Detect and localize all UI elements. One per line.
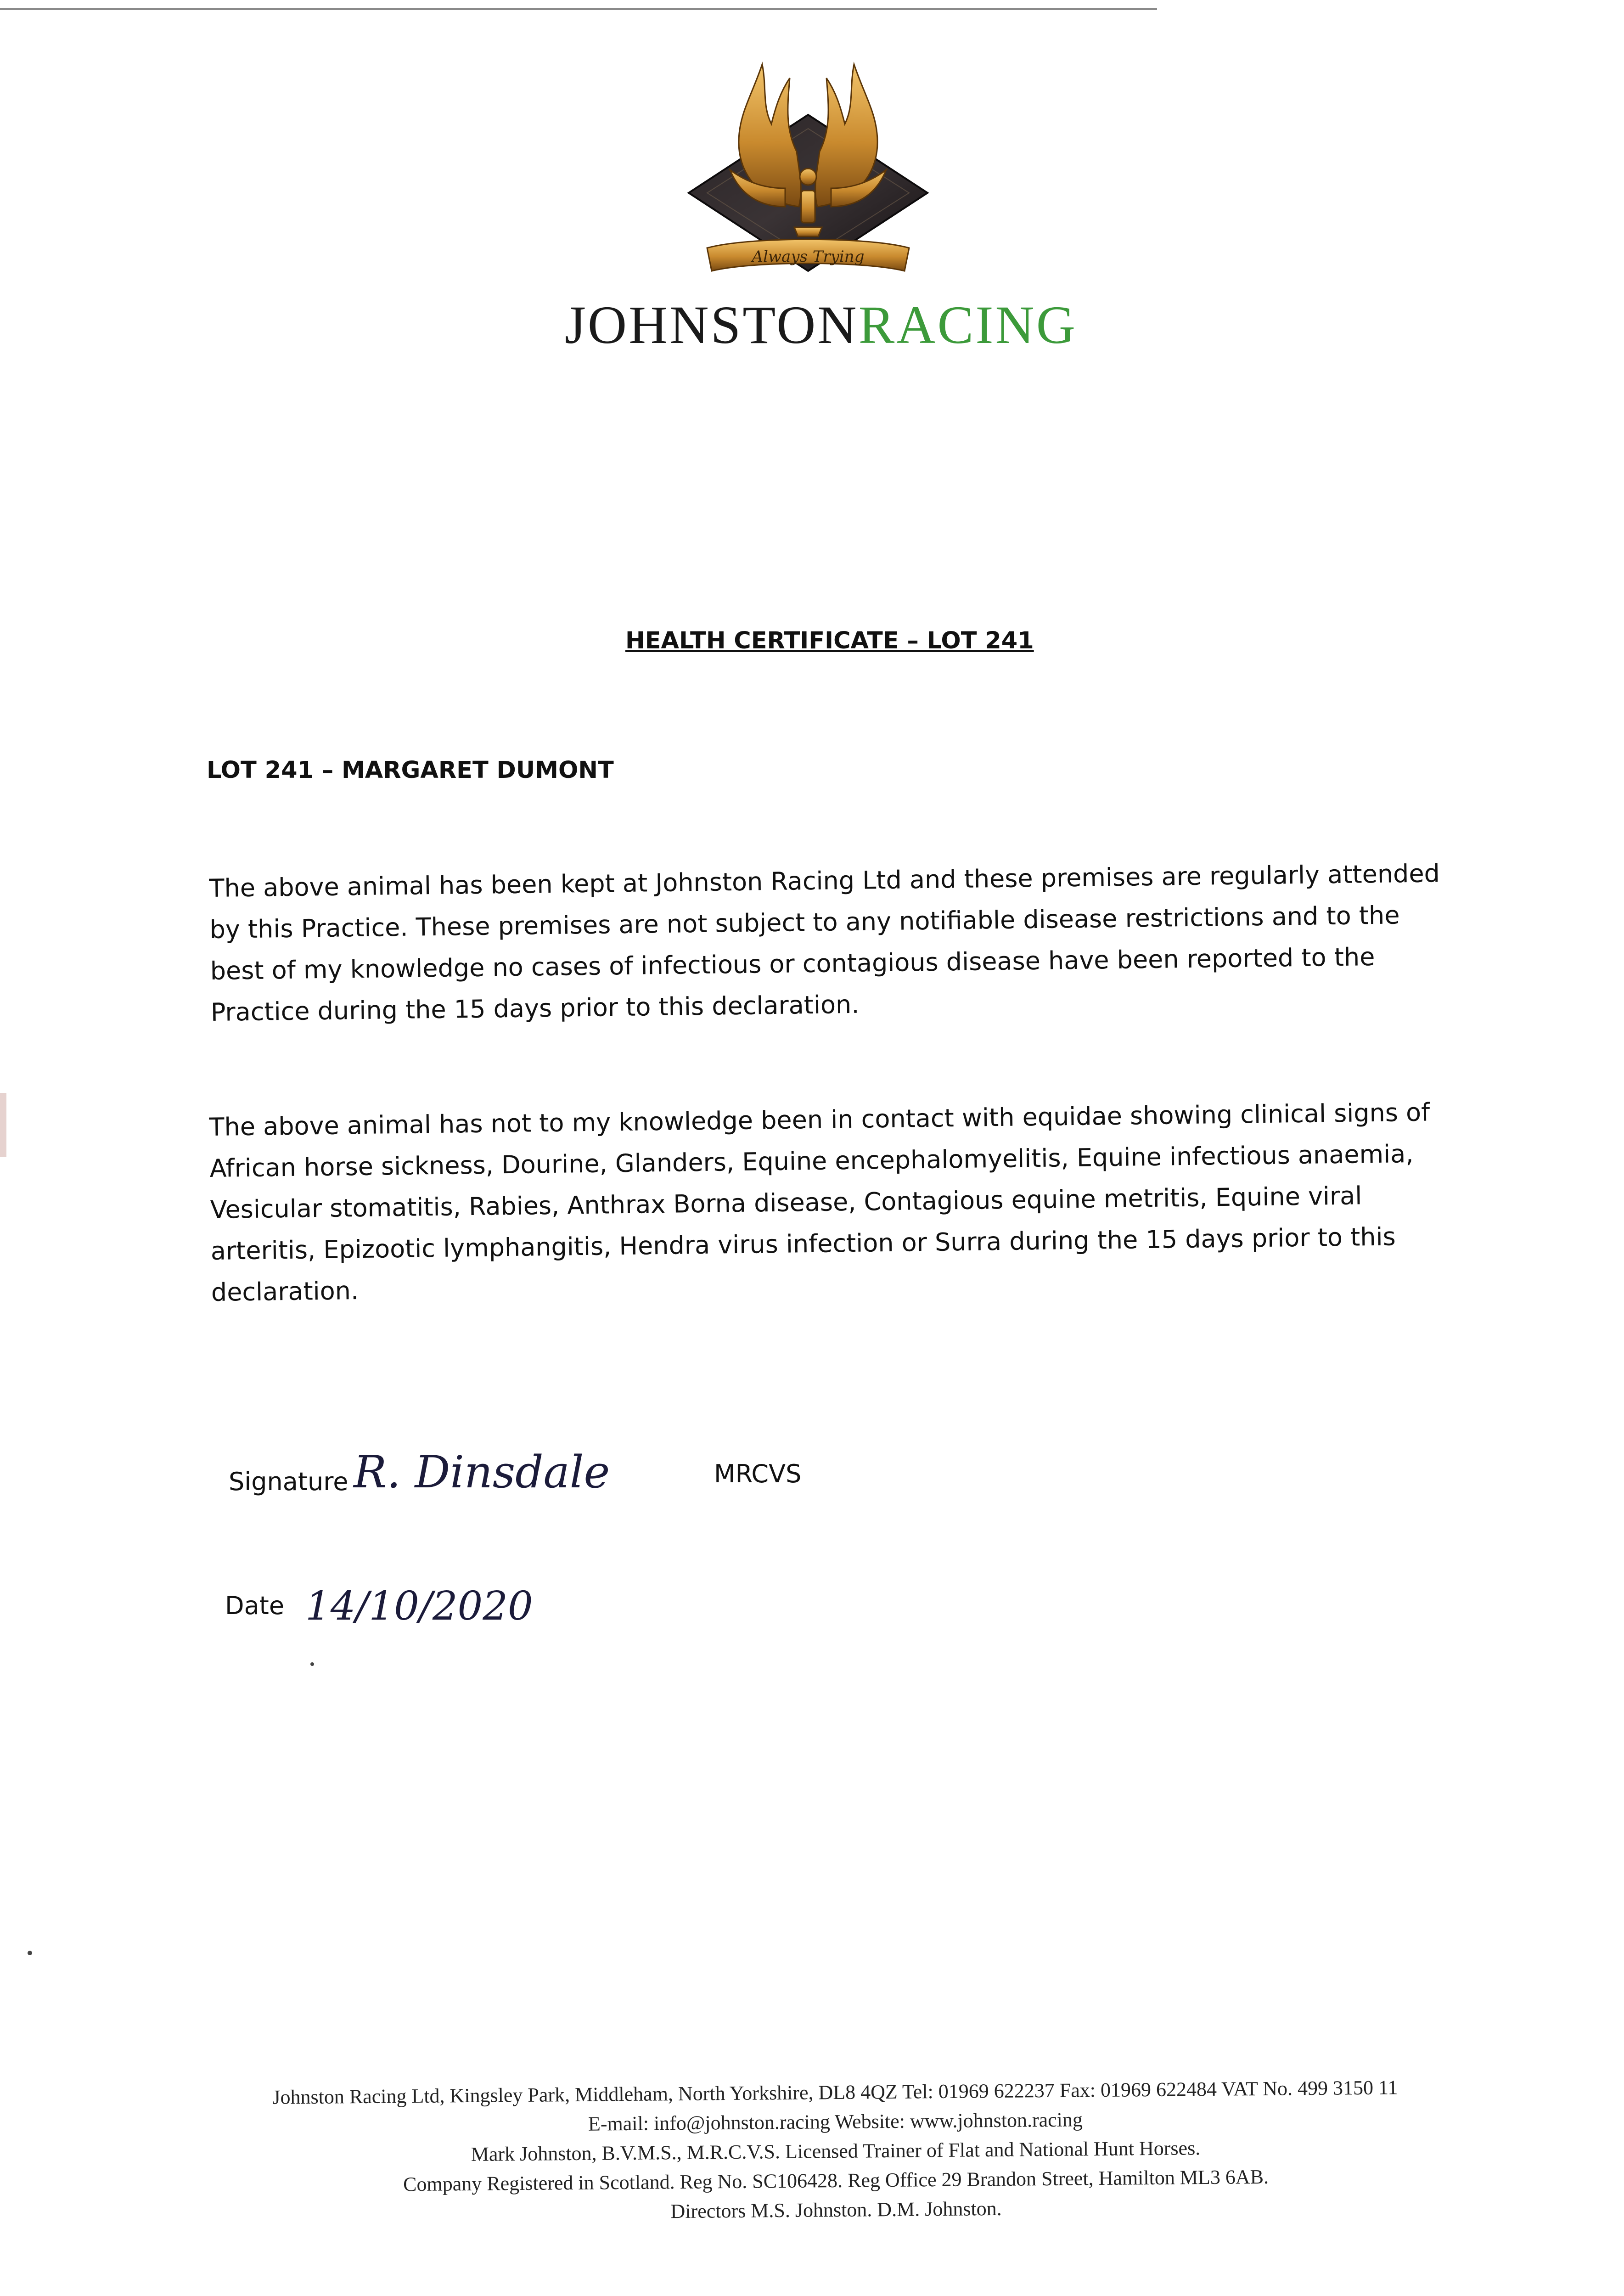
company-footer xyxy=(156,2072,1516,2231)
emblem-left-wing xyxy=(730,64,801,207)
wordmark-johnston: JOHNSTON xyxy=(565,295,859,355)
footer-directors-line: Directors M.S. Johnston. D.M. Johnston. xyxy=(670,2197,1002,2223)
scan-speck xyxy=(310,1662,314,1666)
johnston-racing-emblem-icon xyxy=(647,55,969,294)
footer-contact-line: E-mail: info@johnston.racing Website: www.johnston.racing xyxy=(588,2108,1083,2135)
handwritten-date: 14/10/2020 xyxy=(305,1583,533,1629)
emblem-right-wing xyxy=(815,64,886,207)
emblem-motto: Always Trying xyxy=(752,248,865,266)
footer-address-line: Johnston Racing Ltd, Kingsley Park, Middleham, North Yorkshire, DL8 4QZ Tel: 01969 622237 Fax: 01969 622484 VAT No. 499 3150 11 xyxy=(272,2076,1398,2109)
scan-edge-mark xyxy=(0,1093,6,1157)
footer-registration-line: Company Registered in Scotland. Reg No. SC106428. Reg Office 29 Brandon Street, Hamilton ML3 6AB. xyxy=(403,2165,1269,2196)
company-wordmark xyxy=(565,294,1077,356)
scan-top-rule xyxy=(0,8,1157,10)
signature-label: Signature xyxy=(229,1467,348,1496)
scan-speck xyxy=(28,1951,32,1955)
premises-declaration-paragraph: The above animal has been kept at Johnston Racing Ltd and these premises are regularly attended by this Practice. These premises are not subject to any notifiable disease restrictions and to the best of my knowledge no cases of infectious or contagious disease have been reported to the Practice during the 15 days prior to this declaration. xyxy=(209,859,1440,1027)
qualification-label: MRCVS xyxy=(714,1459,802,1488)
handwritten-signature: R. Dinsdale xyxy=(354,1446,610,1498)
disease-contact-paragraph: The above animal has not to my knowledge been in contact with equidae showing clinical signs of African horse sickness, Dourine, Glanders, Equine encephalomyelitis, Equine infectious anaemia, Vesicular stomatitis, Rabies, Anthrax Borna disease, Contagious equine metritis, Equine viral arteritis, Epizootic lymphangitis, Hendra virus infection or Surra during the 15 days prior to this declaration. xyxy=(209,1097,1430,1307)
footer-trainer-line: Mark Johnston, B.V.M.S., M.R.C.V.S. Licensed Trainer of Flat and National Hunt Horses. xyxy=(471,2137,1201,2166)
wordmark-racing: RACING xyxy=(858,295,1077,355)
certificate-title: HEALTH CERTIFICATE – LOT 241 xyxy=(625,627,1034,654)
date-label: Date xyxy=(225,1591,285,1620)
lot-heading: LOT 241 – MARGARET DUMONT xyxy=(207,757,614,784)
